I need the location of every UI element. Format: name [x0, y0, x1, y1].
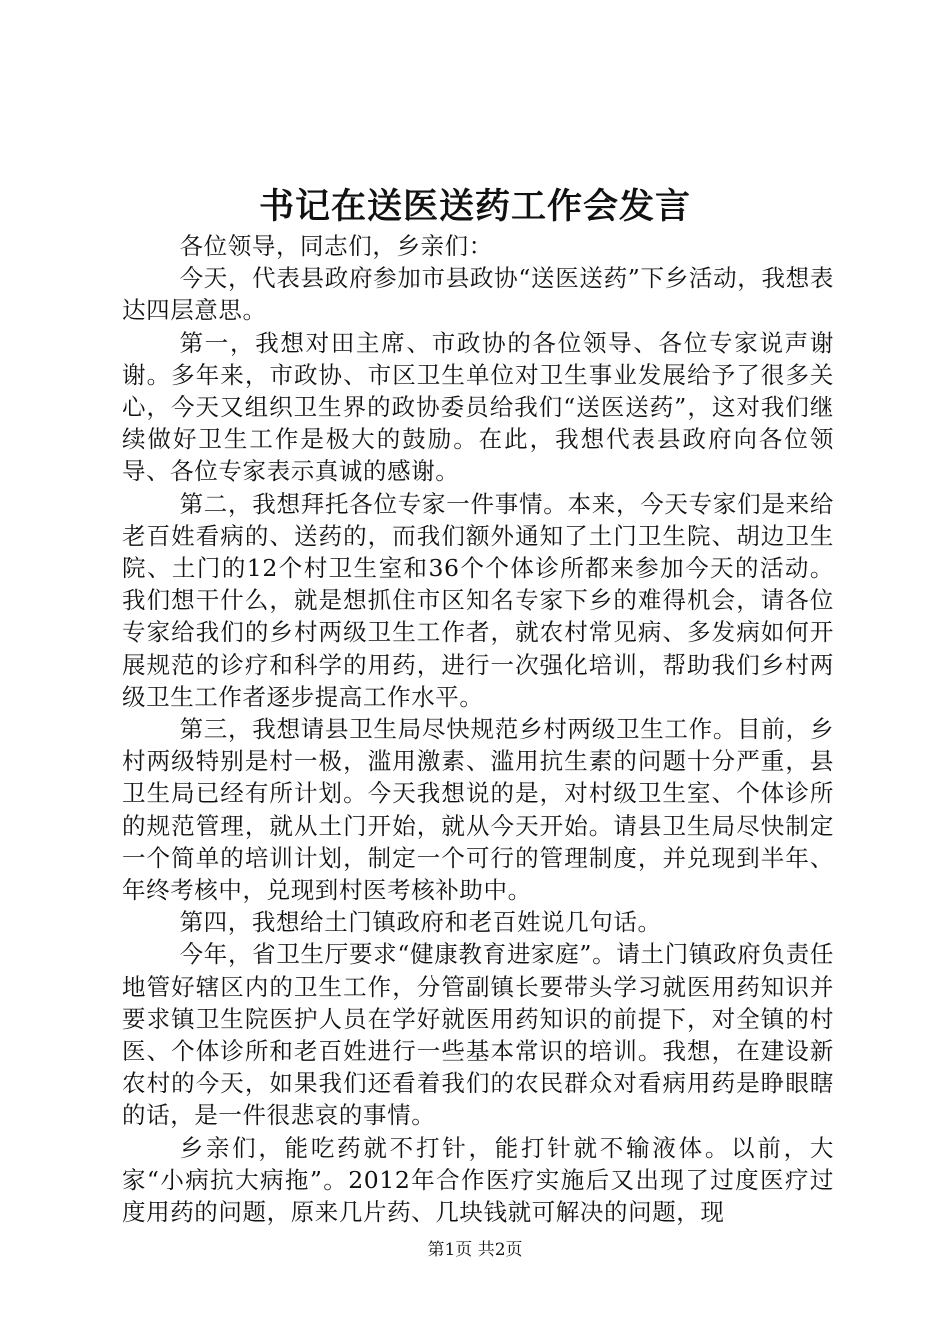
page-number-footer: 第1页 共2页: [427, 1240, 523, 1260]
point-two-paragraph: 第二，我想拜托各位专家一件事情。本来，今天专家们是来给老百姓看病的、送药的，而我们额外通知了土门卫生院、胡边卫生院、土门的12个村卫生室和36个个体诊所都来参加今天的活动。我们想干什么，就是想抓住市区知名专家下乡的难得机会，请各位专家给我们的乡村两级卫生工作者，就农村常见病、多发病如何开展规范的诊疗和科学的用药，进行一次强化培训，帮助我们乡村两级卫生工作者逐步提高工作水平。: [122, 489, 834, 711]
point-one-paragraph: 第一，我想对田主席、市政协的各位领导、各位专家说声谢谢。多年来，市政协、市区卫生单位对卫生事业发展给予了很多关心，今天又组织卫生界的政协委员给我们“送医送药”，这对我们继续做好卫生工作是极大的鼓励。在此，我想代表县政府向各位领导、各位专家表示真诚的感谢。: [122, 328, 834, 486]
villagers-paragraph: 乡亲们，能吃药就不打针，能打针就不输液体。以前，大家“小病抗大病拖”。2012年合作医疗实施后又出现了过度医疗过度用药的问题，原来几片药、几块钱就可解决的问题，现: [122, 1133, 834, 1227]
intro-paragraph: 今天，代表县政府参加市县政协“送医送药”下乡活动，我想表达四层意思。: [122, 264, 834, 325]
health-education-paragraph: 今年，省卫生厅要求“健康教育进家庭”。请土门镇政府负责任地管好辖区内的卫生工作，分管副镇长要带头学习就医用药知识并要求镇卫生院医护人员在学好就医用药知识的前提下，对全镇的村医、个体诊所和老百姓进行一些基本常识的培训。我想，在建设新农村的今天，如果我们还看着我们的农民群众对看病用药是睁眼瞎的话，是一件很悲哀的事情。: [122, 940, 834, 1130]
salutation-paragraph: 各位领导，同志们，乡亲们：: [179, 232, 493, 260]
document-body: [122, 230, 834, 1228]
document-title: 书记在送医送药工作会发言: [258, 186, 691, 227]
point-four-paragraph: 第四，我想给土门镇政府和老百姓说几句话。: [179, 908, 662, 937]
point-three-paragraph: 第三，我想请县卫生局尽快规范乡村两级卫生工作。目前，乡村两级特别是村一极，滥用激素、滥用抗生素的问题十分严重，县卫生局已经有所计划。今天我想说的是，对村级卫生室、个体诊所的规范管理，就从土门开始，就从今天开始。请县卫生局尽快制定一个简单的培训计划，制定一个可行的管理制度，并兑现到半年、年终考核中，兑现到村医考核补助中。: [122, 715, 834, 905]
